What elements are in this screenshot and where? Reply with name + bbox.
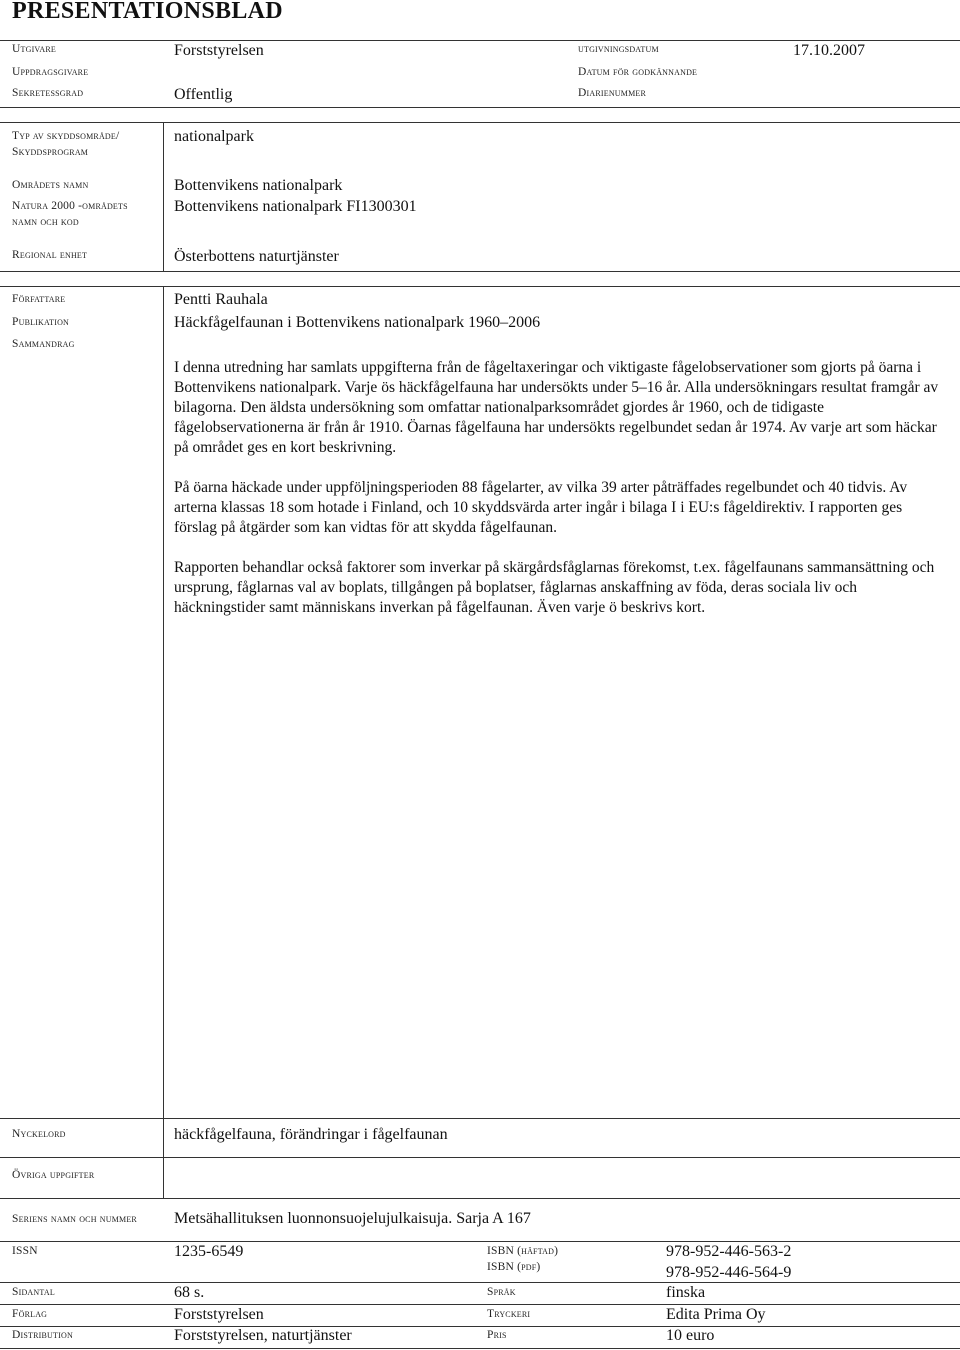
- forfattare-value: Pentti Rauhala: [174, 291, 268, 308]
- serie-label: Seriens namn och nummer: [12, 1213, 137, 1225]
- typ-label: Typ av skyddsområde/ Skyddsprogram: [12, 130, 120, 158]
- rule-other-bottom: [0, 1198, 960, 1199]
- isbn-pdf-label: ISBN (pdf): [487, 1261, 541, 1273]
- uppdragsgivare-label: Uppdragsgivare: [12, 66, 89, 78]
- nyckelord-value: häckfågelfauna, förändringar i fågelfaunan: [174, 1126, 448, 1143]
- sidantal-value: 68 s.: [174, 1284, 205, 1301]
- sekretessgrad-value: Offentlig: [174, 86, 233, 103]
- diarienummer-label: Diarienummer: [578, 87, 647, 99]
- rule-top: [0, 40, 960, 41]
- natura-value: Bottenvikens nationalpark FI1300301: [174, 198, 417, 215]
- sprak-label: Språk: [487, 1286, 516, 1298]
- rule-publication-top: [0, 286, 960, 287]
- sprak-value: finska: [666, 1284, 706, 1301]
- distribution-label: Distribution: [12, 1329, 73, 1341]
- rule-area-top: [0, 122, 960, 123]
- rule-sidantal-bottom: [0, 1304, 960, 1305]
- datum-godkannande-label: Datum för godkännande: [578, 66, 698, 78]
- regional-enhet-value: Österbottens naturtjänster: [174, 248, 339, 265]
- isbn-haftad-value: 978-952-446-563-2: [666, 1243, 792, 1260]
- divider-publication: [163, 286, 164, 1118]
- rule-keywords-bottom: [0, 1157, 960, 1158]
- rule-issn-bottom: [0, 1282, 960, 1283]
- sammandrag-label: Sammandrag: [12, 338, 75, 350]
- pris-value: 10 euro: [666, 1327, 715, 1344]
- utgivare-value: Forststyrelsen: [174, 42, 264, 59]
- omradets-namn-value: Bottenvikens nationalpark: [174, 177, 343, 194]
- divider-area: [163, 122, 164, 271]
- summary-paragraph: Rapporten behandlar också faktorer som inverkar på skärgårdsfåglarnas förekomst, t.ex. fågelfaunans sammansättning och ursprung, fåglarnas val av boplats, tillgången på boplatser, fåglarnas anskaffning av föda, deras sociala liv och häckningstider samt människans inverkan på fågelfaunan. Även varje ö beskrivs kort.: [174, 559, 935, 616]
- omradets-namn-label: Områdets namn: [12, 179, 89, 191]
- summary-paragraph: På öarna häckade under uppföljningsperioden 88 fågelarter, av vilka 39 arter påträffades regelbundet och 40 tidvis. Av arterna klassas 18 som hotade i Finland, och 10 skyddsvärda arter ingår i bilaga I i EU:s fågeldirektiv. I rapporten ges förslag på åtgärder som kan vidtas för att skydda fågelfaunan.: [174, 479, 908, 536]
- tryckeri-label: Tryckeri: [487, 1308, 531, 1320]
- utgivningsdatum-label: utgivningsdatum: [578, 43, 659, 55]
- rule-area-bottom: [0, 271, 960, 272]
- publikation-value: Häckfågelfaunan i Bottenvikens nationalpark 1960–2006: [174, 314, 541, 331]
- issn-label: ISSN: [12, 1245, 38, 1257]
- forfattare-label: Författare: [12, 293, 66, 305]
- sidantal-label: Sidantal: [12, 1286, 55, 1298]
- utgivare-label: Utgivare: [12, 43, 56, 55]
- ovriga-uppgifter-label: Övriga uppgifter: [12, 1169, 95, 1181]
- issn-value: 1235-6549: [174, 1243, 244, 1260]
- nyckelord-label: Nyckelord: [12, 1128, 66, 1140]
- divider-keywords: [163, 1118, 164, 1198]
- natura-label: Natura 2000 -områdets namn och kod: [12, 200, 128, 228]
- distribution-value: Forststyrelsen, naturtjänster: [174, 1327, 352, 1344]
- rule-forlag-bottom: [0, 1326, 960, 1327]
- tryckeri-value: Edita Prima Oy: [666, 1306, 766, 1323]
- forlag-value: Forststyrelsen: [174, 1306, 264, 1323]
- isbn-haftad-label: ISBN (häftad): [487, 1245, 559, 1257]
- sekretessgrad-label: Sekretessgrad: [12, 87, 84, 99]
- utgivningsdatum-value: 17.10.2007: [793, 42, 865, 59]
- summary-text: [174, 358, 944, 638]
- publikation-label: Publikation: [12, 316, 70, 328]
- forlag-label: Förlag: [12, 1308, 48, 1320]
- serie-value: Metsähallituksen luonnonsuojelujulkaisuja. Sarja A 167: [174, 1210, 531, 1227]
- rule-header-bottom: [0, 107, 960, 108]
- rule-series-bottom: [0, 1241, 960, 1242]
- pris-label: Pris: [487, 1329, 507, 1341]
- regional-enhet-label: Regional enhet: [12, 249, 88, 261]
- typ-value: nationalpark: [174, 128, 254, 145]
- summary-paragraph: I denna utredning har samlats uppgifterna från de fågeltaxeringar och viktigaste fågelobservationer som gjorts på öarna i Bottenvikens nationalpark. Varje ös häckfågelfauna har undersökts under 5–16 år. Alla undersökningars resultat framgår av bilagorna. Den äldsta undersökning som omfattar nationalparksområdet gjordes år 1960, och de tidigaste fågelobservationerna är från år 1910. Öarnas fågelfauna har undersökts regelbundet sedan år 1974. Av varje art som häckar på området ges en kort beskrivning.: [174, 359, 939, 456]
- rule-keywords-top: [0, 1118, 960, 1119]
- rule-bottom: [0, 1348, 960, 1349]
- isbn-pdf-value: 978-952-446-564-9: [666, 1264, 792, 1281]
- page-title: PRESENTATIONSBLAD: [12, 0, 283, 24]
